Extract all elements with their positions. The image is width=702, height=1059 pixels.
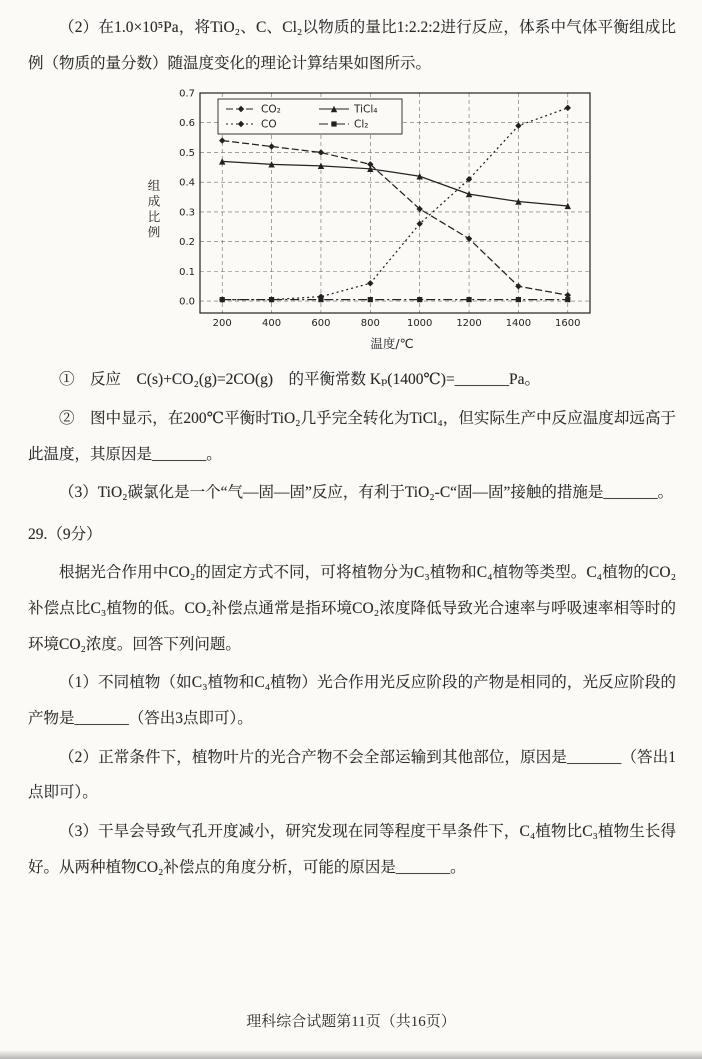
svg-text:0.5: 0.5 bbox=[179, 148, 195, 160]
chart-y-axis-label: 组成比例 bbox=[146, 179, 161, 242]
svg-text:Cl₂: Cl₂ bbox=[354, 118, 369, 131]
q29-number: 29.（9分） bbox=[28, 525, 102, 543]
q28-subquestion-3: （3）TiO₂碳氯化是一个“气—固—固”反应，有利于TiO₂-C“固—固”接触的措施是_______。 bbox=[59, 484, 674, 502]
equilibrium-composition-chart bbox=[144, 87, 676, 352]
q28-subquestion-1: ① 反应 C(s)+CO₂(g)=2CO(g) 的平衡常数 Kₚ(1400℃)=_______Pa。 bbox=[59, 371, 540, 389]
q29-subquestion-2: （2）正常条件下，植物叶片的光合产物不会全部运输到其他部位，原因是_______（答出1点即可）。 bbox=[28, 748, 676, 802]
q29-subquestion-1: （1）不同植物（如C₃植物和C₄植物）光合作用光反应阶段的产物是相同的，光反应阶段的产物是_______（答出3点即可）。 bbox=[28, 674, 676, 728]
svg-text:0.7: 0.7 bbox=[179, 88, 195, 100]
svg-text:0.1: 0.1 bbox=[179, 267, 195, 279]
svg-text:0.2: 0.2 bbox=[179, 237, 195, 249]
svg-text:1200: 1200 bbox=[456, 318, 482, 330]
svg-text:1600: 1600 bbox=[555, 318, 581, 330]
q29-intro: 根据光合作用中CO₂的固定方式不同，可将植物分为C₃植物和C₄植物等类型。C₄植物的CO₂补偿点比C₃植物的低。CO₂补偿点通常是指环境CO₂浓度降低导致光合速率与呼吸速率相等时的环境CO₂浓度。回答下列问题。 bbox=[28, 564, 676, 653]
svg-text:200: 200 bbox=[212, 318, 232, 330]
svg-text:0.0: 0.0 bbox=[179, 296, 195, 308]
svg-text:0.3: 0.3 bbox=[179, 207, 195, 219]
chart-x-axis-label: 温度/℃ bbox=[370, 336, 414, 352]
scan-edge-shadow bbox=[0, 1050, 702, 1059]
line-chart-svg bbox=[164, 87, 602, 333]
svg-text:600: 600 bbox=[311, 318, 331, 330]
svg-text:800: 800 bbox=[360, 318, 380, 330]
q29-subquestion-3: （3）干旱会导致气孔开度减小，研究发现在同等程度干旱条件下，C₄植物比C₃植物生长得好。从两种植物CO₂补偿点的角度分析，可能的原因是_______。 bbox=[28, 822, 676, 876]
svg-text:CO: CO bbox=[261, 118, 277, 131]
q28-part2-intro: （2）在1.0×10⁵Pa，将TiO₂、C、Cl₂以物质的量比1:2.2:2进行反应，体系中气体平衡组成比例（物质的量分数）随温度变化的理论计算结果如图所示。 bbox=[28, 19, 676, 72]
svg-text:TiCl₄: TiCl₄ bbox=[354, 103, 378, 116]
svg-text:1000: 1000 bbox=[406, 318, 433, 330]
page-footer: 理科综合试题第11页（共16页） bbox=[246, 1014, 456, 1030]
svg-text:1400: 1400 bbox=[505, 318, 532, 330]
q28-subquestion-2: ② 图中显示，在200℃平衡时TiO₂几乎完全转化为TiCl₄，但实际生产中反应温度却远高于此温度，其原因是_______。 bbox=[28, 409, 676, 463]
svg-text:400: 400 bbox=[262, 318, 282, 330]
svg-text:0.4: 0.4 bbox=[179, 177, 195, 189]
svg-text:0.6: 0.6 bbox=[179, 118, 195, 130]
svg-text:CO₂: CO₂ bbox=[261, 103, 281, 116]
